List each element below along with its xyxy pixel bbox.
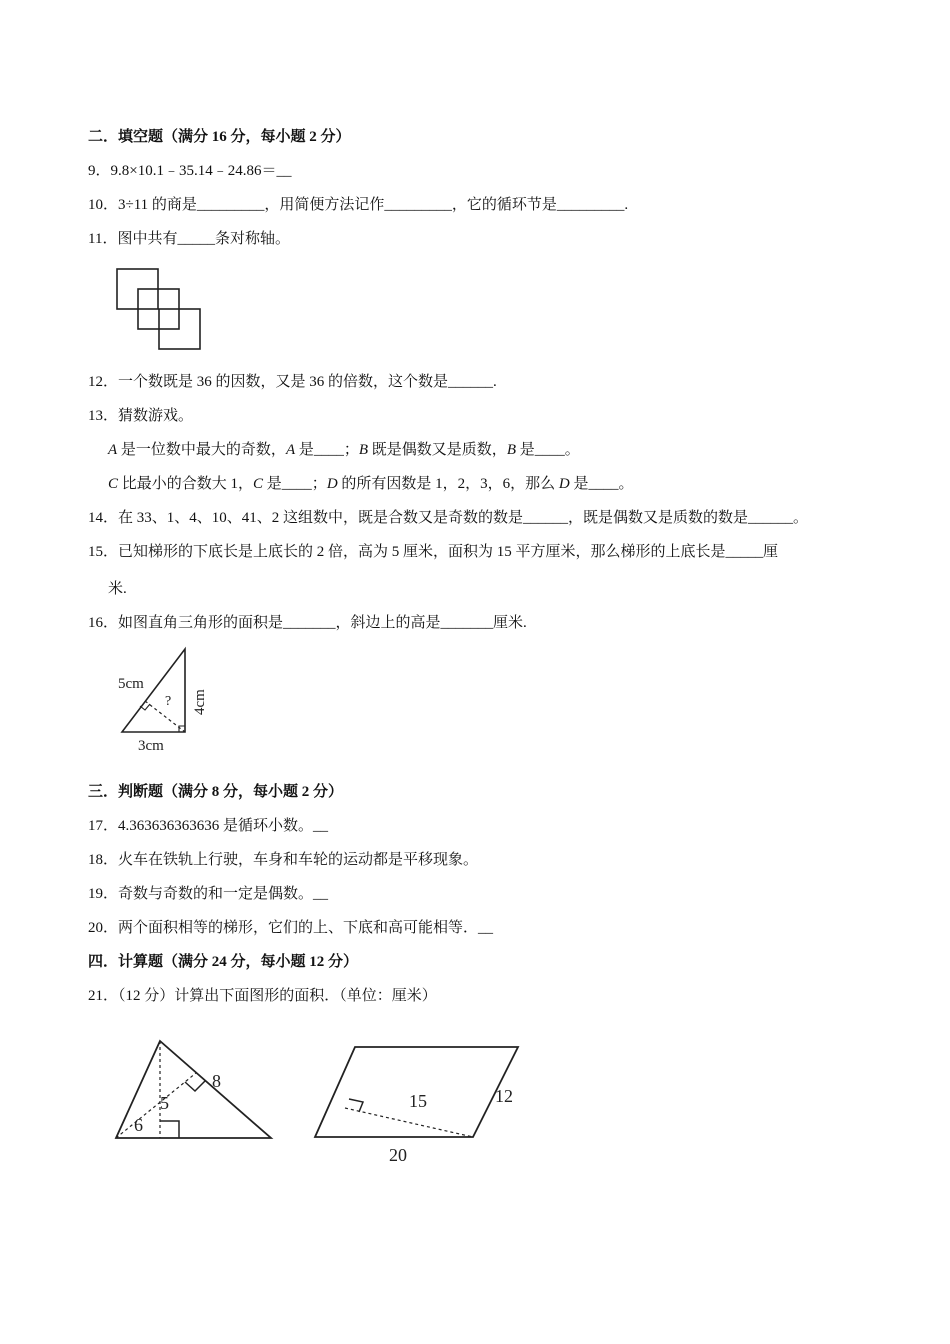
hypotenuse-label: 5cm <box>118 676 144 692</box>
question-17: 17．4.363636363636 是循环小数。__ <box>88 818 329 834</box>
question-19: 19．奇数与奇数的和一定是偶数。__ <box>88 886 329 902</box>
side-label: 12 <box>495 1086 513 1106</box>
question-15-continued: 米. <box>108 581 127 597</box>
side-label: 8 <box>212 1071 221 1091</box>
height-dashed <box>345 1108 473 1137</box>
question-10: 10．3÷11 的商是_________，用简便方法记作_________，它的循环节是_________. <box>88 197 629 213</box>
base-segment-label: 6 <box>134 1115 143 1135</box>
right-angle-mark <box>349 1099 363 1112</box>
question-21: 21．（12 分）计算出下面图形的面积．（单位：厘米） <box>88 988 437 1004</box>
var-c: C <box>108 476 119 492</box>
var-a: A <box>108 442 118 458</box>
question-11: 11．图中共有_____条对称轴。 <box>88 231 290 247</box>
height-label: 5 <box>160 1093 169 1113</box>
question-13-line-2: C 比最小的合数大 1，C 是____；D 的所有因数是 1，2，3，6，那么 D 是____。 <box>108 476 634 492</box>
var-a: A <box>285 442 296 458</box>
var-d: D <box>326 476 338 492</box>
base-label: 20 <box>389 1145 407 1165</box>
var-b: B <box>358 442 369 458</box>
base-label: 3cm <box>138 738 164 754</box>
question-mark-label: ? <box>165 694 172 709</box>
section-2-heading: 二．填空题（满分 16 分，每小题 2 分） <box>88 129 351 145</box>
question-12: 12．一个数既是 36 的因数，又是 36 的倍数，这个数是______. <box>88 374 497 390</box>
right-triangle-figure <box>112 643 222 755</box>
question-9: 9．9.8×10.1﹣35.14﹣24.86＝__ <box>88 163 292 179</box>
question-20: 20．两个面积相等的梯形，它们的上、下底和高可能相等．__ <box>88 920 494 936</box>
var-b: B <box>506 442 516 458</box>
right-angle-mark <box>140 704 150 710</box>
right-angle-mark <box>160 1121 179 1138</box>
question-13: 13．猜数游戏。 <box>88 408 194 424</box>
var-c: C <box>253 476 264 492</box>
var-d: D <box>558 476 570 492</box>
question-13-line-1: A 是一位数中最大的奇数，A 是____；B 既是偶数又是质数，B 是____。 <box>108 442 580 458</box>
question-14: 14．在 33、1、4、10、41、2 这组数中，既是合数又是奇数的数是______，既是偶数又是质数的数是______。 <box>88 510 809 526</box>
right-angle-mark-side <box>185 1081 205 1091</box>
leg-label: 4cm <box>192 689 208 715</box>
question-18: 18．火车在铁轨上行驶，车身和车轮的运动都是平移现象。 <box>88 852 479 868</box>
section-4-heading: 四．计算题（满分 24 分，每小题 12 分） <box>88 954 359 970</box>
height-label: 15 <box>409 1091 427 1111</box>
overlapping-squares-figure <box>110 262 210 354</box>
triangle-figure <box>110 1035 280 1145</box>
question-15: 15．已知梯形的下底长是上底长的 2 倍，高为 5 厘米，面积为 15 平方厘米，那么梯形的上底长是_____厘 <box>88 544 779 560</box>
section-3-heading: 三．判断题（满分 8 分，每小题 2 分） <box>88 784 344 800</box>
altitude-to-side-dashed <box>116 1073 196 1138</box>
question-16: 16．如图直角三角形的面积是_______，斜边上的高是_______厘米. <box>88 615 527 631</box>
parallelogram-figure <box>305 1040 530 1170</box>
